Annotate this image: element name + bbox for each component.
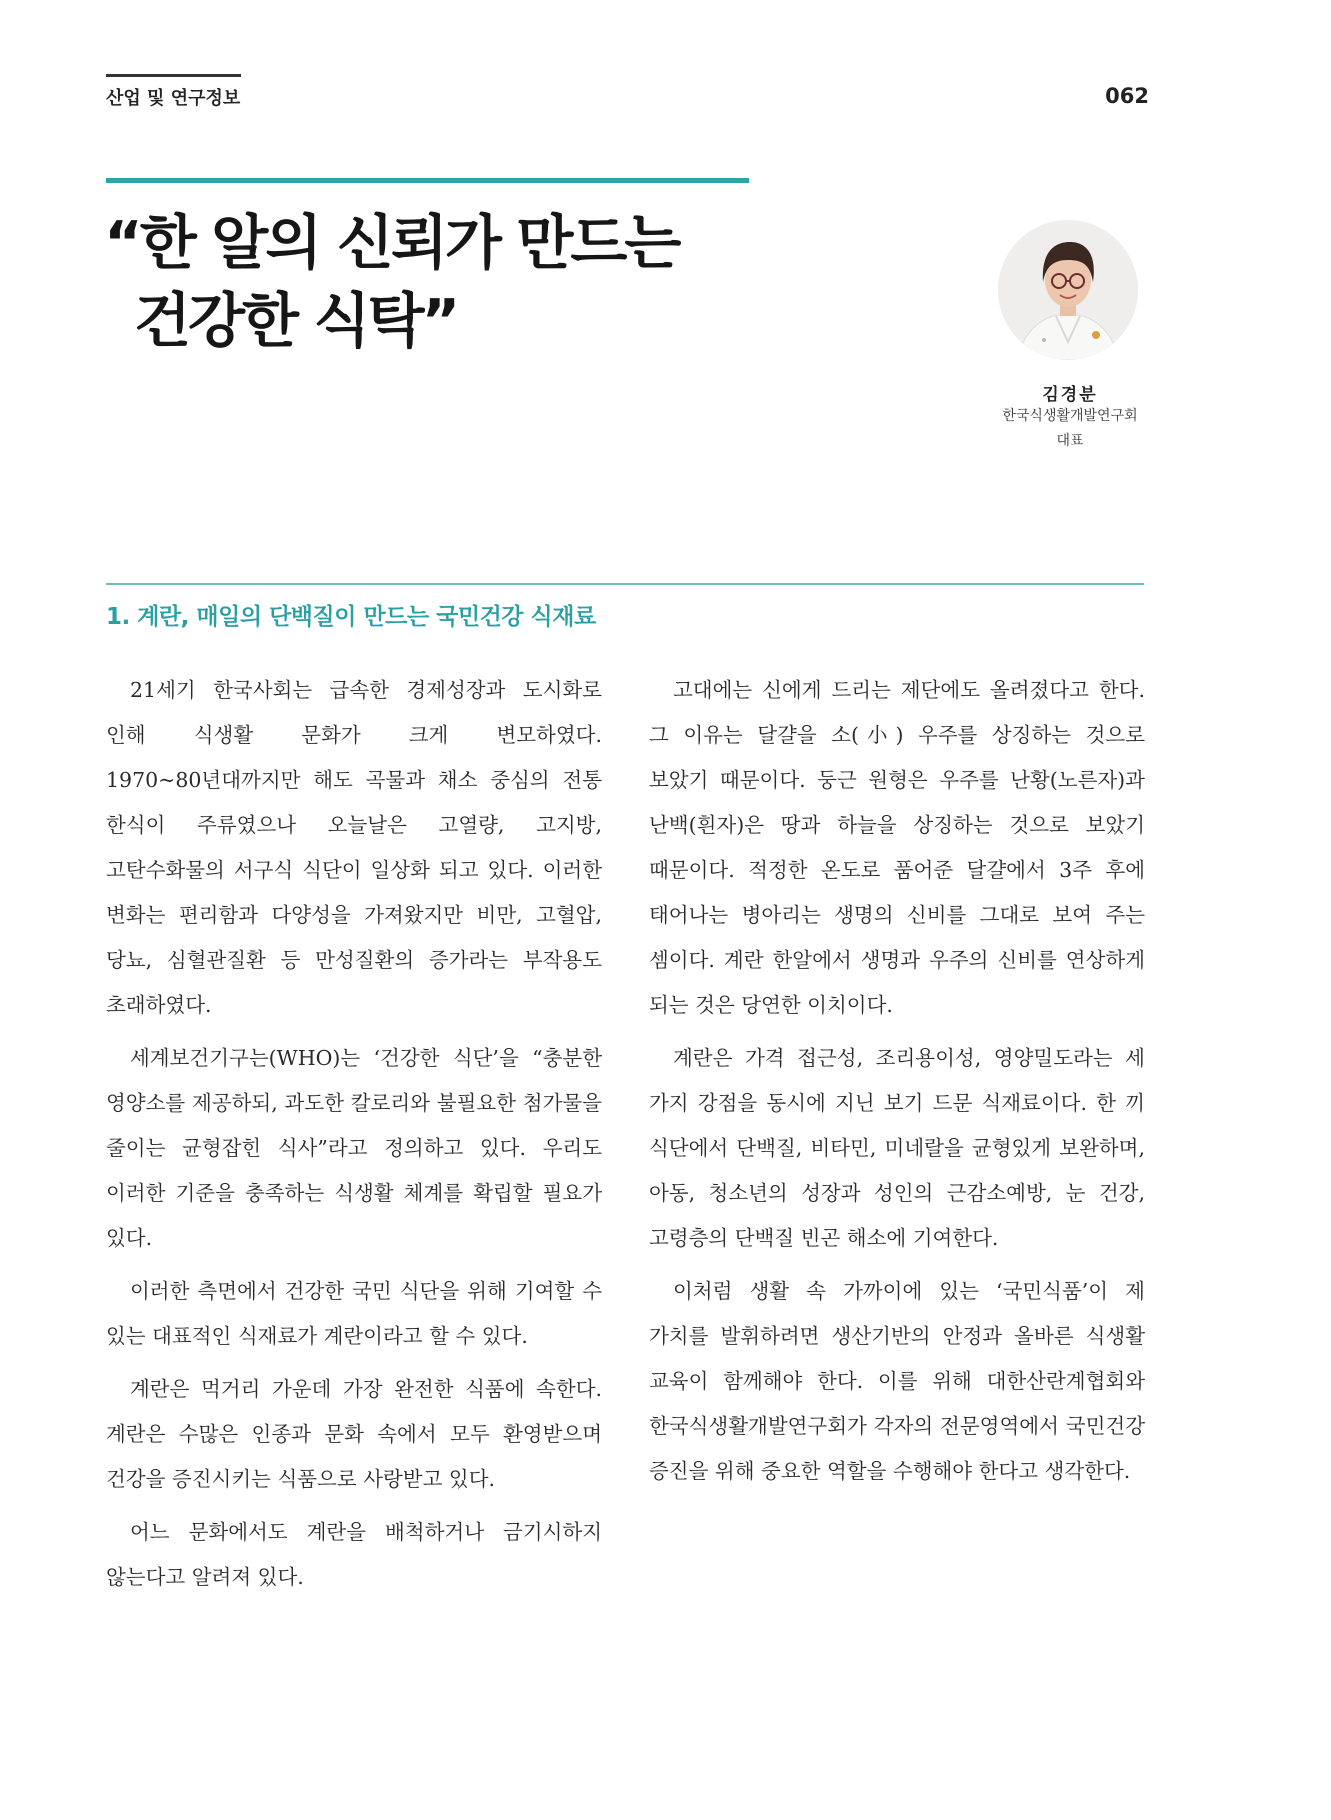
paragraph: 21세기 한국사회는 급속한 경제성장과 도시화로 인해 식생활 문화가 크게 변모하였다. 1970~80년대까지만 해도 곡물과 채소 중심의 전통 한식이 주류였으나 오늘날은 고열량, 고지방, 고탄수화물의 서구식 식단이 일상화 되고 있다. 이러한 변화는 편리함과 다양성을 가져왔지만 비만, 고혈압, 당뇨, 심혈관질환 등 만성질환의 증가라는 부작용도 초래하였다. xyxy=(106,678,602,1017)
section-label: 산업 및 연구정보 xyxy=(106,88,241,109)
author-portrait xyxy=(998,220,1138,360)
author-organization: 한국식생활개발연구회 xyxy=(1002,408,1138,424)
title-rule xyxy=(106,178,749,183)
article-title xyxy=(104,204,678,360)
section-rule xyxy=(106,583,1144,585)
body-column-right xyxy=(649,668,1145,1502)
paragraph: 세계보건기구는(WHO)는 ‘건강한 식단’을 “충분한 영양소를 제공하되, 과도한 칼로리와 불필요한 첨가물을 줄이는 균형잡힌 식사”라고 정의하고 있다. 우리도 이러한 기준을 충족하는 식생활 체계를 확립할 필요가 있다. xyxy=(106,1046,602,1250)
author-name: 김경분 xyxy=(1042,385,1098,405)
page-number: 062 xyxy=(1105,84,1149,108)
title-line-1: “한 알의 신뢰가 만드는 xyxy=(104,208,679,277)
paragraph: 고대에는 신에게 드리는 제단에도 올려졌다고 한다. 그 이유는 달걀을 소(小) 우주를 상징하는 것으로 보았기 때문이다. 둥근 원형은 우주를 난황(노른자)과 난백(흰자)은 땅과 하늘을 상징하는 것으로 보았기 때문이다. 적정한 온도로 품어준 달걀에서 3주 후에 태어나는 병아리는 생명의 신비를 그대로 보여 주는 셈이다. 계란 한알에서 생명과 우주의 신비를 연상하게 되는 것은 당연한 이치이다. xyxy=(649,678,1145,1017)
header-rule xyxy=(106,74,241,77)
author-portrait-image xyxy=(998,220,1138,360)
section-heading: 1. 계란, 매일의 단백질이 만드는 국민건강 식재료 xyxy=(106,604,596,630)
paragraph: 이러한 측면에서 건강한 국민 식단을 위해 기여할 수 있는 대표적인 식재료가 계란이라고 할 수 있다. xyxy=(106,1279,602,1348)
paragraph: 이처럼 생활 속 가까이에 있는 ‘국민식품’이 제 가치를 발휘하려면 생산기반의 안정과 올바른 식생활 교육이 함께해야 한다. 이를 위해 대한산란계협회와 한국식생활개발연구회가 각자의 전문영역에서 국민건강 증진을 위해 중요한 역할을 수행해야 한다고 생각한다. xyxy=(649,1279,1145,1483)
paragraph: 계란은 먹거리 가운데 가장 완전한 식품에 속한다. 계란은 수많은 인종과 문화 속에서 모두 환영받으며 건강을 증진시키는 식품으로 사랑받고 있다. xyxy=(106,1377,602,1491)
body-column-left xyxy=(106,668,602,1608)
paragraph: 계란은 가격 접근성, 조리용이성, 영양밀도라는 세 가지 강점을 동시에 지닌 보기 드문 식재료이다. 한 끼 식단에서 단백질, 비타민, 미네랄을 균형있게 보완하며, 아동, 청소년의 성장과 성인의 근감소예방, 눈 건강, 고령층의 단백질 빈곤 해소에 기여한다. xyxy=(649,1046,1145,1250)
author-role: 대표 xyxy=(1056,433,1084,449)
paragraph: 어느 문화에서도 계란을 배척하거나 금기시하지 않는다고 알려져 있다. xyxy=(106,1520,602,1589)
title-line-2: 건강한 식탁” xyxy=(134,286,458,355)
